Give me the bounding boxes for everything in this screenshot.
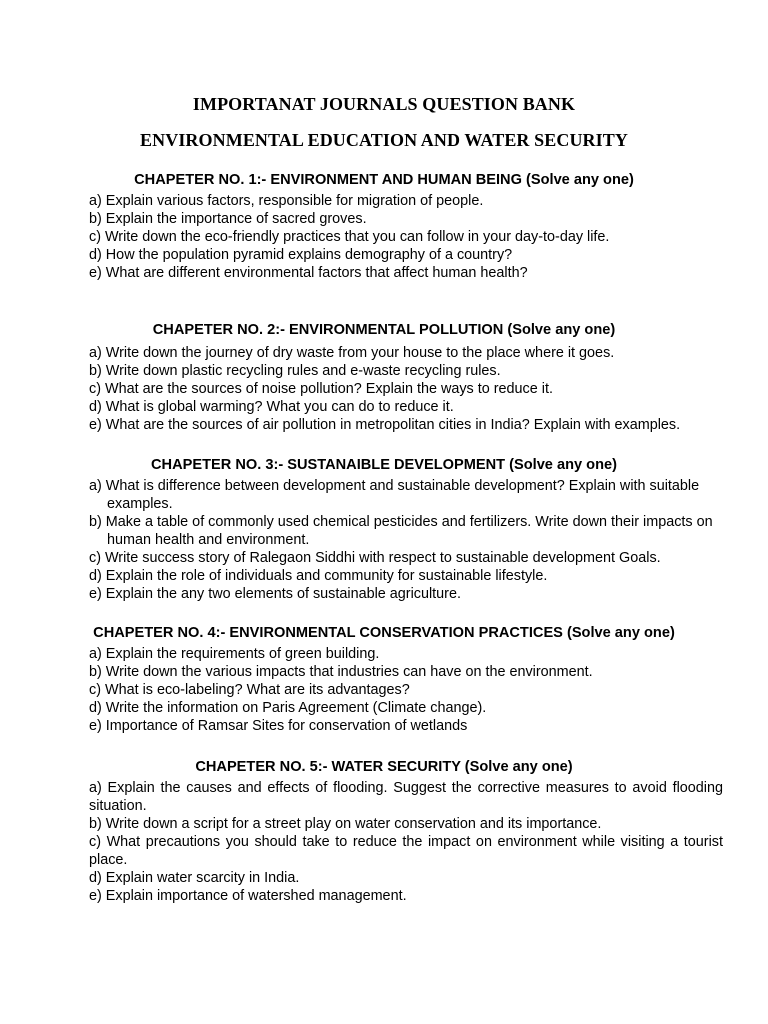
question-item: d) How the population pyramid explains demography of a country? bbox=[89, 247, 513, 263]
chapter-2-section bbox=[0, 320, 768, 434]
question-item: a) Explain the causes and effects of flooding. Suggest the corrective measures to avoid flooding situation. bbox=[89, 780, 723, 814]
chapter-3-questions bbox=[0, 477, 768, 603]
question-item: a) Explain the requirements of green building. bbox=[89, 646, 380, 662]
question-item: c) What precautions you should take to reduce the impact on environment while visiting a tourist place. bbox=[89, 834, 723, 868]
chapter-1-section bbox=[0, 170, 768, 282]
chapter-2-heading: CHAPETER NO. 2:- ENVIRONMENTAL POLLUTION (Solve any one) bbox=[152, 322, 616, 338]
question-item: b) Write down the various impacts that industries can have on the environment. bbox=[89, 664, 593, 680]
document-title: IMPORTANAT JOURNALS QUESTION BANK bbox=[192, 94, 576, 114]
question-item: d) What is global warming? What you can do to reduce it. bbox=[89, 399, 454, 415]
question-item: d) Write the information on Paris Agreement (Climate change). bbox=[89, 700, 487, 716]
chapter-5-section bbox=[0, 757, 768, 905]
question-item: c) What are the sources of noise pollution? Explain the ways to reduce it. bbox=[89, 381, 553, 397]
chapter-5-heading: CHAPETER NO. 5:- WATER SECURITY (Solve any one) bbox=[195, 759, 573, 775]
chapter-4-heading: CHAPETER NO. 4:- ENVIRONMENTAL CONSERVATION PRACTICES (Solve any one) bbox=[93, 625, 675, 641]
question-item: e) What are the sources of air pollution in metropolitan cities in India? Explain with examples. bbox=[89, 417, 681, 433]
chapter-5-questions bbox=[0, 779, 768, 905]
chapter-4-section bbox=[0, 623, 768, 735]
chapter-3-heading: CHAPETER NO. 3:- SUSTANAIBLE DEVELOPMENT (Solve any one) bbox=[151, 457, 617, 473]
question-item: c) What is eco-labeling? What are its advantages? bbox=[89, 682, 410, 698]
question-item: a) What is difference between development and sustainable development? Explain with suitable examples. bbox=[89, 478, 700, 512]
chapter-2-questions bbox=[0, 344, 768, 434]
chapter-1-questions bbox=[0, 192, 768, 282]
question-item: e) Explain importance of watershed management. bbox=[89, 888, 407, 904]
chapter-3-section bbox=[0, 455, 768, 603]
question-item: c) Write down the eco-friendly practices that you can follow in your day-to-day life. bbox=[89, 229, 610, 245]
question-item: a) Write down the journey of dry waste from your house to the place where it goes. bbox=[89, 345, 615, 361]
chapter-1-heading: CHAPETER NO. 1:- ENVIRONMENT AND HUMAN BEING (Solve any one) bbox=[134, 172, 634, 188]
question-item: b) Explain the importance of sacred groves. bbox=[89, 211, 367, 227]
question-item: a) Explain various factors, responsible for migration of people. bbox=[89, 193, 484, 209]
question-item: c) Write success story of Ralegaon Siddhi with respect to sustainable development Goals. bbox=[89, 550, 661, 566]
question-item: b) Write down a script for a street play on water conservation and its importance. bbox=[89, 816, 602, 832]
question-item: d) Explain water scarcity in India. bbox=[89, 870, 300, 886]
chapter-4-questions bbox=[0, 645, 768, 735]
question-item: e) Explain the any two elements of sustainable agriculture. bbox=[89, 586, 461, 602]
document-subtitle: ENVIRONMENTAL EDUCATION AND WATER SECURITY bbox=[140, 130, 628, 150]
question-item: e) Importance of Ramsar Sites for conservation of wetlands bbox=[89, 718, 468, 734]
question-item: b) Make a table of commonly used chemical pesticides and fertilizers. Write down their impacts on human health and environment. bbox=[89, 514, 713, 548]
question-item: e) What are different environmental factors that affect human health? bbox=[89, 265, 528, 281]
question-item: d) Explain the role of individuals and community for sustainable lifestyle. bbox=[89, 568, 548, 584]
question-item: b) Write down plastic recycling rules and e-waste recycling rules. bbox=[89, 363, 501, 379]
